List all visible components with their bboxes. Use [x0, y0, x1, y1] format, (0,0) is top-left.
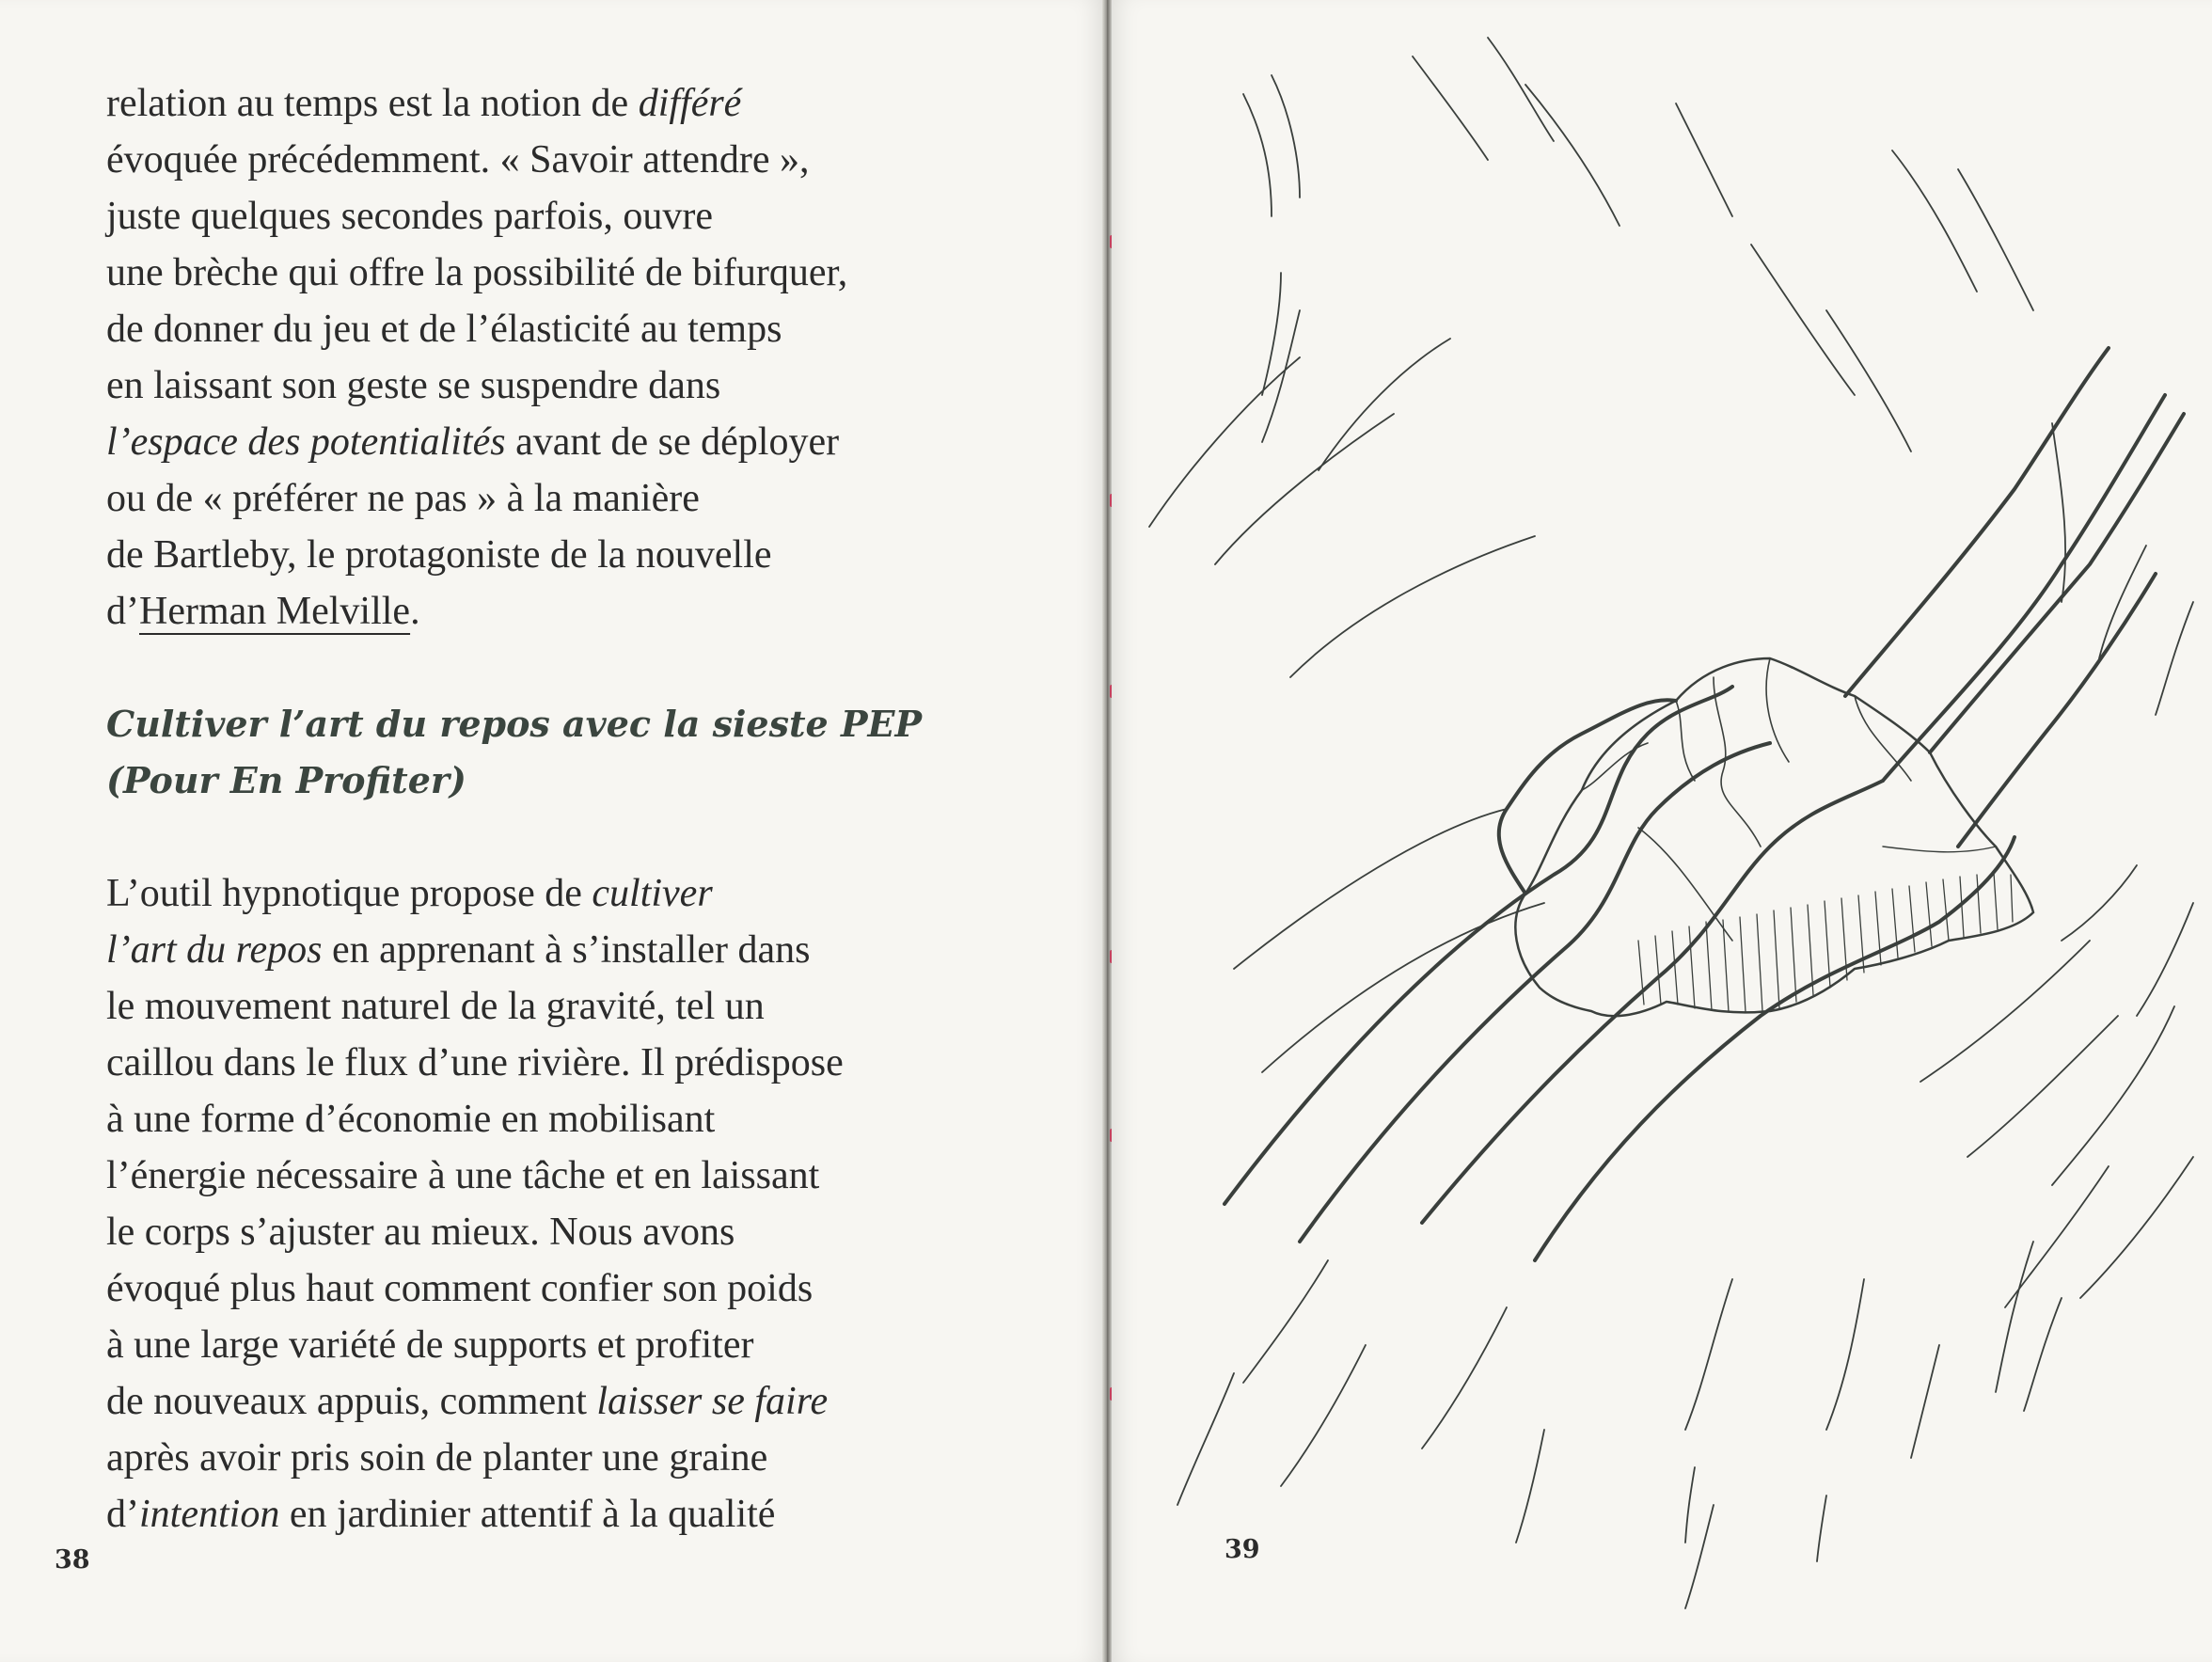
text-segment: le corps s’ajuster au mieux. Nous avons — [106, 1211, 735, 1254]
text-line — [106, 922, 1047, 978]
text-segment: d’ — [106, 1493, 139, 1536]
text-segment: de nouveaux appuis, comment — [106, 1380, 597, 1423]
text-line — [106, 75, 1047, 132]
text-line — [106, 301, 1047, 357]
text-segment: évoqué plus haut comment confier son poids — [106, 1267, 814, 1310]
text-line — [106, 1430, 1047, 1486]
text-segment: l’énergie nécessaire à une tâche et en laissant — [106, 1154, 820, 1197]
text-segment: différé — [638, 82, 742, 125]
text-line — [106, 1091, 1047, 1148]
text-line — [106, 188, 1047, 245]
text-line — [106, 978, 1047, 1035]
text-segment: intention — [139, 1493, 280, 1536]
wind-strokes — [1149, 38, 2193, 1608]
page-number-right: 39 — [1224, 1535, 1260, 1564]
text-line — [106, 1148, 1047, 1204]
text-segment: l’art du repos — [106, 928, 323, 972]
left-page — [0, 0, 1102, 1662]
text-line — [106, 1373, 1047, 1430]
text-segment: L’outil hypnotique propose de — [106, 872, 592, 915]
text-line — [106, 1317, 1047, 1373]
text-segment: avant de se déployer — [505, 420, 840, 464]
text-segment: de Bartleby, le protagoniste de la nouvelle — [106, 533, 772, 577]
text-line — [106, 527, 1047, 583]
section-heading — [106, 696, 1047, 809]
paragraph-bartleby — [106, 75, 1047, 640]
text-segment: ou de « préférer ne pas » à la manière — [106, 477, 700, 520]
text-segment: évoquée précédemment. « Savoir attendre », — [106, 138, 810, 182]
text-segment: après avoir pris soin de planter une graine — [106, 1436, 768, 1480]
stone-in-river-flow-illustration — [1112, 0, 2212, 1662]
text-segment: en laissant son geste se suspendre dans — [106, 364, 721, 407]
book-gutter — [1102, 0, 1112, 1662]
left-page-text — [106, 75, 1047, 1543]
text-line — [106, 357, 1047, 414]
text-segment: juste quelques secondes parfois, ouvre — [106, 195, 713, 238]
text-line — [106, 865, 1047, 922]
text-segment: à une large variété de supports et profiter — [106, 1323, 754, 1367]
text-segment: en apprenant à s’installer dans — [322, 928, 811, 972]
text-line — [106, 1204, 1047, 1260]
text-segment: en jardinier attentif à la qualité — [279, 1493, 776, 1536]
text-segment: caillou dans le flux d’une rivière. Il prédispose — [106, 1041, 844, 1084]
text-line — [106, 132, 1047, 188]
text-segment: d’ — [106, 590, 139, 633]
text-line — [106, 245, 1047, 301]
text-segment: à une forme d’économie en mobilisant — [106, 1098, 716, 1141]
text-segment: le mouvement naturel de la gravité, tel un — [106, 985, 765, 1028]
text-segment: . — [410, 590, 420, 633]
text-line — [106, 583, 1047, 640]
river-flow-lines — [1224, 348, 2184, 1260]
text-line — [106, 1260, 1047, 1317]
heading-line: (Pour En Profiter) — [106, 759, 466, 801]
text-segment: Herman Melville — [139, 590, 411, 633]
text-line — [106, 414, 1047, 470]
text-segment: l’espace des potentialités — [106, 420, 506, 464]
text-line — [106, 1486, 1047, 1543]
text-segment: laisser se faire — [596, 1380, 829, 1423]
text-line — [106, 1035, 1047, 1091]
text-line — [106, 470, 1047, 527]
text-segment: de donner du jeu et de l’élasticité au temps — [106, 308, 782, 351]
text-segment: une brèche qui offre la possibilité de bifurquer, — [106, 251, 848, 294]
heading-line: Cultiver l’art du repos avec la sieste PEP — [106, 703, 923, 745]
text-segment: cultiver — [592, 872, 713, 915]
paragraph-sieste — [106, 865, 1047, 1543]
page-number-left: 38 — [55, 1545, 90, 1575]
text-segment: relation au temps est la notion de — [106, 82, 639, 125]
